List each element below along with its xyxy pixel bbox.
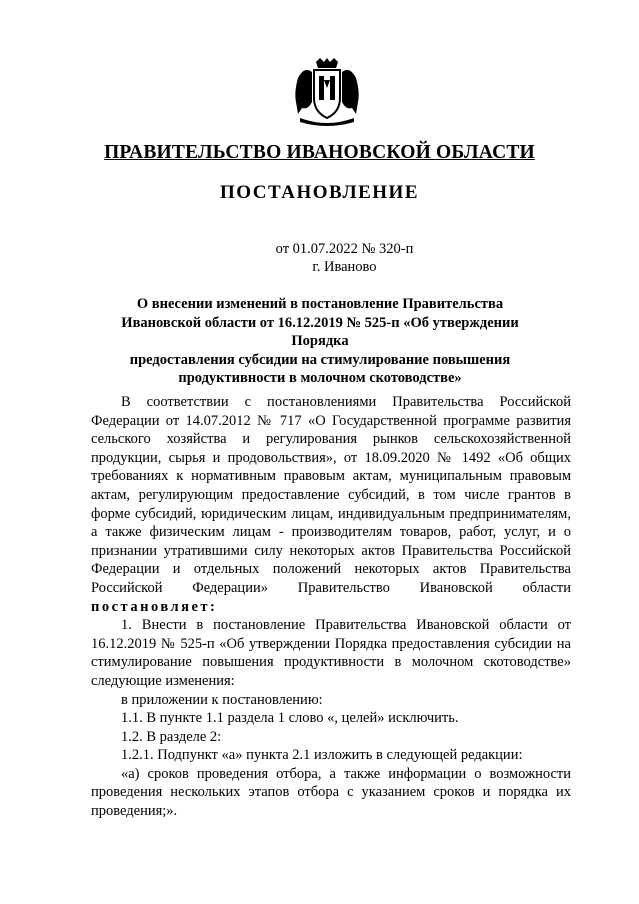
coat-of-arms-icon	[294, 58, 360, 126]
document-type: ПОСТАНОВЛЕНИЕ	[219, 182, 420, 203]
organization-title: ПРАВИТЕЛЬСТВО ИВАНОВСКОЙ ОБЛАСТИ	[104, 142, 535, 163]
item-1-2: 1.2. В разделе 2:	[121, 728, 222, 745]
resolves-word: постановляет:	[91, 598, 218, 615]
city: г. Иваново	[312, 259, 377, 275]
document-body	[91, 393, 571, 821]
document-meta	[0, 240, 639, 276]
subject-line: Ивановской области от 16.12.2019 № 525-п «Об утверждении Порядка	[121, 314, 519, 349]
item-1: 1. Внести в постановление Правительства Ивановской области от 16.12.2019 № 525-п «Об утверждении Порядка предоставления субсидии на стимулирование повышения продуктивности в молочном скотоводстве» следующие изменения:	[91, 617, 571, 689]
quote-a: «а) сроков проведения отбора, а также информации о возможности проведения нескольких этапов отбора с указанием сроков и порядка их проведения;».	[91, 765, 571, 820]
item-1-1: 1.1. В пункте 1.1 раздела 1 слово «, целей» исключить.	[121, 710, 459, 727]
item-1-2-1: 1.2.1. Подпункт «а» пункта 2.1 изложить в следующей редакции:	[121, 747, 523, 764]
preamble-text: В соответствии с постановлениями Правительства Российской Федерации от 14.07.2012 № 717 «О Государственной программе развития сельского хозяйства и регулирования рынков сельскохозяйственной продукции, сырья и продовольствия», от 18.09.2020 № 1492 «Об общих требованиях к нормативным правовым актам, муниципальным правовым актам, регулирующим предоставление субсидий, в том числе грантов в форме субсидий, юридическим лицам, индивидуальным предпринимателям, а также физическим лицам - производителям товаров, работ, услуг, и о признании утратившими силу некоторых актов Правительства Российской Федерации и отдельных положений некоторых актов Правительства Российской Федерации» Правительство Ивановской области	[91, 394, 571, 596]
date-number: от 01.07.2022 № 320-п	[275, 241, 414, 257]
subject-line: продуктивности в молочном скотоводстве»	[178, 370, 462, 386]
preamble-paragraph	[91, 393, 571, 616]
subject-line: О внесении изменений в постановление Правительства	[136, 296, 504, 312]
subject-line: предоставления субсидии на стимулирование повышения	[129, 351, 511, 368]
annex-line: в приложении к постановлению:	[121, 691, 323, 708]
document-subject	[110, 295, 530, 388]
